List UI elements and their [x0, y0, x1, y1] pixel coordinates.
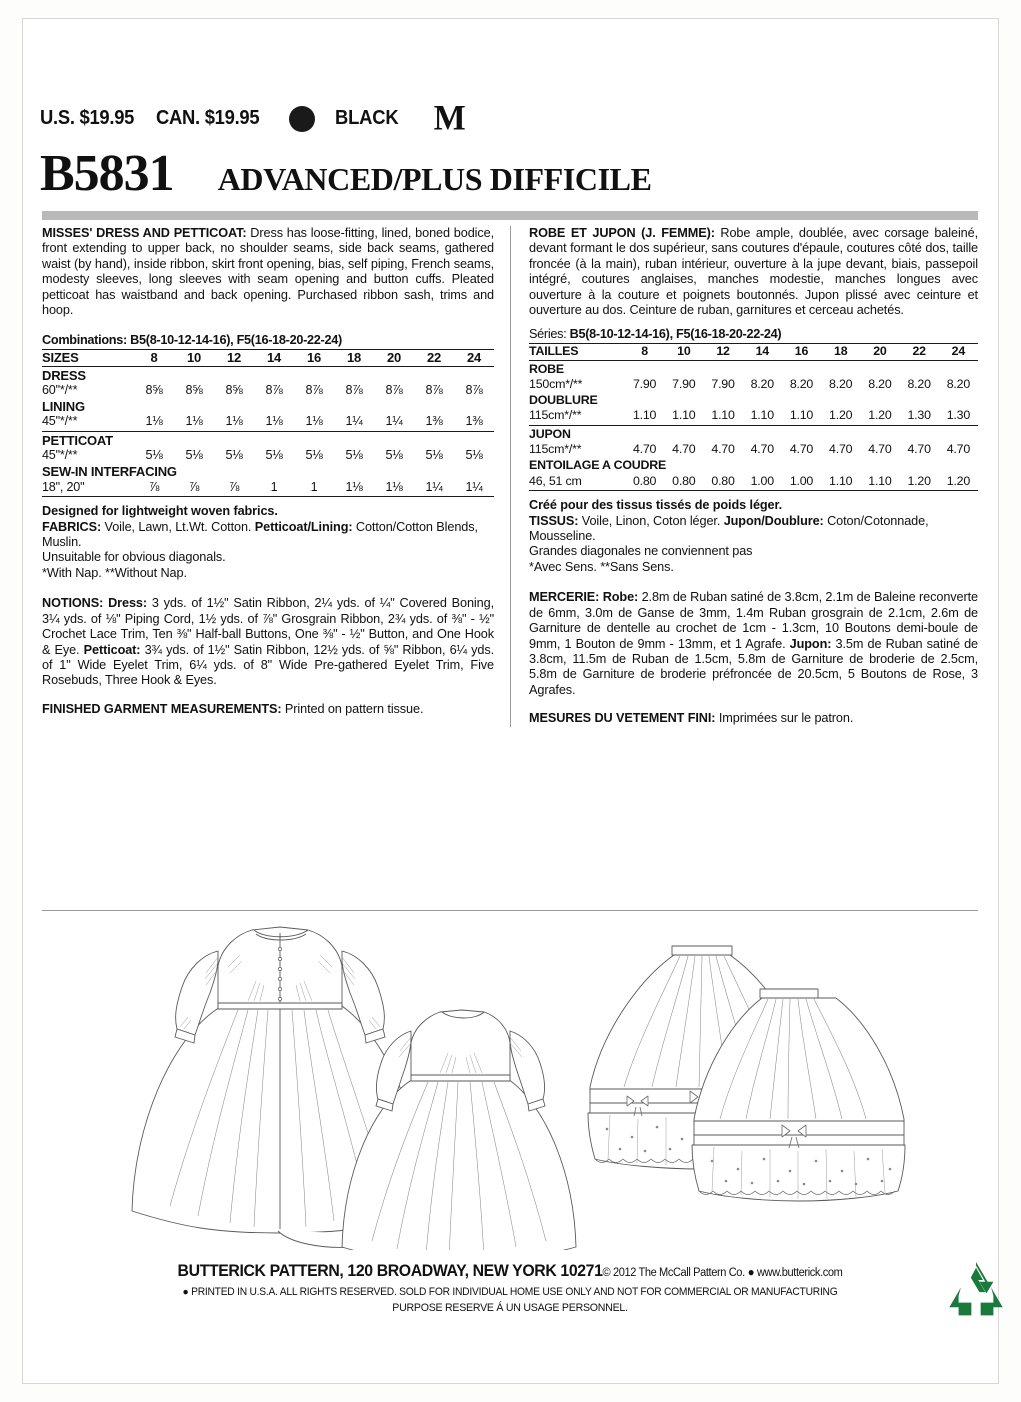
french-fabrics-line	[529, 514, 978, 545]
english-finished-measurements	[42, 702, 494, 717]
cell: 4.70	[829, 442, 853, 457]
cell: 5⅛	[465, 448, 483, 463]
cell: 8⅝	[145, 382, 163, 397]
english-fabrics-line	[42, 520, 494, 551]
cell: 8⅝	[225, 382, 243, 397]
cell: 1.20	[946, 473, 971, 488]
english-sizes-header	[42, 350, 494, 366]
size-col: 8	[641, 344, 648, 359]
table-row	[42, 414, 494, 429]
french-finished-value: Imprimées sur le patron.	[715, 711, 854, 726]
illustration-svg	[42, 911, 978, 1250]
cell: 1.10	[829, 473, 853, 488]
cell: 8⅞	[465, 382, 483, 397]
cell: 1.30	[946, 408, 971, 423]
english-notions-dress-value: 3 yds. of 1½" Satin Ribbon, 2¼ yds. of ¼" Covered Boning, 3¼ yds. of ⅛" Piping Cord, 1½ yds. of ⅞" Grosgrain Ribbon, 2¾ yds. of ⅜" - ½" Crochet Lace Trim, Ten ⅜" Half-ball Buttons, One ⅜" - ½" Button, and One Hook & Eye.	[42, 596, 494, 657]
french-yardage-table	[529, 343, 978, 491]
header-divider-bar	[42, 211, 978, 220]
cell: 1.10	[868, 473, 892, 488]
table-rule	[42, 495, 494, 497]
cell: 5⅛	[145, 448, 163, 463]
english-sizes-label: SIZES	[42, 350, 79, 366]
content-columns	[42, 226, 978, 727]
cell: 7.90	[632, 376, 657, 391]
english-notions-petticoat-label: Petticoat:	[83, 642, 141, 657]
difficulty-label: ADVANCED/PLUS DIFFICILE	[217, 161, 652, 197]
french-fabrics-block	[529, 498, 978, 575]
french-notions	[529, 590, 978, 698]
cell: 1.10	[789, 408, 814, 423]
french-notions-petticoat-value: 3.5m de Ruban satiné de 3.8cm, 11.5m de Ruban de 1.5cm, 5.8m de Garniture de broderie de 2.5cm, 5.8m de Garniture de broderie préfroncée de 20.5cm, 5 Boutons de Rose, 3 Agrafes.	[529, 636, 978, 697]
french-combinations-label: Séries:	[529, 327, 567, 342]
cell: 1	[310, 479, 318, 494]
cell: 1.00	[750, 473, 774, 488]
french-fabrics-value2: Coton/Cotonnade, Mousseline.	[529, 513, 929, 544]
cell: 1.10	[632, 408, 657, 423]
size-col: 20	[386, 350, 402, 366]
table-group-row	[42, 463, 494, 479]
pattern-number: B5831	[40, 145, 174, 202]
french-finished-measurements	[529, 711, 978, 726]
bullet-icon: ●	[744, 1265, 757, 1279]
cell: 8⅞	[265, 382, 283, 397]
row-label: 18", 20"	[42, 479, 85, 494]
table-row	[529, 442, 978, 457]
english-finished-label: FINISHED GARMENT MEASUREMENTS:	[42, 701, 282, 716]
french-finished-label: MESURES DU VETEMENT FINI:	[529, 711, 716, 726]
english-designed-for: Designed for lightweight woven fabrics.	[42, 504, 278, 519]
cell: 5⅛	[185, 448, 203, 463]
table-group-row	[529, 457, 978, 473]
group-label: PETTICOAT	[42, 432, 113, 448]
english-fabrics-value: Voile, Lawn, Lt.Wt. Cotton.	[101, 519, 255, 534]
black-dot-icon	[289, 106, 315, 132]
cell: 1⅛	[225, 414, 243, 429]
cell: 4.70	[711, 442, 735, 457]
english-nap: *With Nap. **Without Nap.	[42, 565, 187, 580]
size-col: 14	[755, 344, 769, 359]
size-col: 14	[266, 350, 282, 366]
size-col: 16	[306, 350, 322, 366]
group-label: ENTOILAGE A COUDRE	[529, 458, 667, 473]
cell: 7.90	[711, 376, 735, 391]
table-row	[529, 474, 978, 489]
row-label: 46, 51 cm	[529, 473, 582, 488]
french-fabrics-value: Voile, Linon, Coton léger.	[578, 513, 724, 528]
cell: 1⅛	[305, 414, 323, 429]
row-label: 150cm*/**	[529, 376, 583, 391]
bullet-icon: ●	[182, 1286, 192, 1298]
cell: 8.20	[868, 376, 892, 391]
footer	[42, 1262, 978, 1314]
cell: 5⅛	[265, 448, 283, 463]
cell: 1.20	[868, 408, 892, 423]
table-row	[529, 377, 978, 392]
row-label: 45"*/**	[42, 414, 78, 429]
row-label: 45"*/**	[42, 448, 78, 463]
french-fabrics-label: TISSUS:	[529, 513, 579, 528]
cell: 4.70	[672, 442, 696, 457]
table-group-row	[529, 360, 978, 377]
english-fabrics-label2: Petticoat/Lining:	[254, 519, 353, 534]
group-label: SEW-IN INTERFACING	[42, 464, 177, 480]
french-column	[510, 226, 978, 727]
cell: 1.30	[907, 408, 931, 423]
english-combinations	[42, 333, 494, 348]
color-label: BLACK	[334, 107, 399, 130]
english-description-body: Dress has loose-fitting, lined, boned bodice, front extending to upper back, no shoulder seams, side back seams, gathered waist (by hand), inside ribbon, skirt front opening, bias, self piping, French seams, modesty sleeves, long sleeves with seam opening and button cuffs. Pleated petticoat has waistband and back opening. Purchased ribbon sash, trims and hoop.	[42, 226, 494, 318]
cell: 8⅝	[185, 382, 203, 397]
french-notions-dress-label: Robe:	[599, 590, 639, 605]
english-notions-label: NOTIONS:	[42, 596, 104, 611]
cell: 8.20	[750, 376, 774, 391]
english-fabrics-block	[42, 504, 494, 581]
cell: 1¼	[385, 414, 403, 429]
footer-purpose-line: PURPOSE RESERVE Á UN USAGE PERSONNEL.	[392, 1302, 628, 1314]
table-group-row	[42, 398, 494, 414]
cell: 4.70	[750, 442, 774, 457]
table-row	[42, 448, 494, 463]
cell: 0.80	[672, 473, 696, 488]
cell: 5⅛	[425, 448, 443, 463]
cell: 1.10	[750, 408, 774, 423]
cell: 1.10	[672, 408, 696, 423]
english-column	[42, 226, 510, 727]
size-col: 8	[150, 350, 158, 366]
company-address: BUTTERICK PATTERN, 120 BROADWAY, NEW YORK 10271	[177, 1262, 603, 1280]
french-designed-for: Créé pour des tissus tissés de poids léger.	[529, 498, 783, 513]
group-label: LINING	[42, 399, 85, 415]
english-description-label: MISSES' DRESS AND PETTICOAT:	[42, 226, 247, 240]
cell: 5⅛	[385, 448, 403, 463]
french-description-label: ROBE ET JUPON (J. FEMME):	[529, 226, 715, 240]
cell: 0.80	[632, 473, 657, 488]
cell: 4.70	[632, 442, 657, 457]
cell: 1.20	[907, 473, 931, 488]
title-row	[40, 145, 970, 202]
french-sizes-label: TAILLES	[529, 344, 579, 359]
table-row	[42, 480, 494, 495]
english-combinations-value: B5(8-10-12-14-16), F5(16-18-20-22-24)	[126, 333, 342, 348]
french-description-body: Robe ample, doublée, avec corsage baleiné, devant formant le dos supérieur, sans coutures d'épaule, coutures côté dos, taille froncée (à la main), ruban intérieur, ouverture à la jupe devant, biais, passepoil intégré, coutures anglaises, manches modestie, manches longues avec ouverture à la couture et poignets boutonnés. Jupon plissé avec ceinture et ouverture au dos. Ceinture de ruban, garnitures et cerceau achetés.	[529, 226, 978, 318]
cell: 1⅜	[425, 414, 443, 429]
cell: 1⅛	[345, 479, 363, 494]
english-finished-value: Printed on pattern tissue.	[281, 701, 424, 716]
size-col: 22	[912, 344, 926, 359]
cell: 1¼	[465, 479, 483, 494]
cell: 4.70	[789, 442, 814, 457]
recycle-icon	[947, 1262, 1005, 1320]
footer-rights-line	[56, 1286, 964, 1298]
cell: 8.20	[946, 376, 971, 391]
size-col: 12	[226, 350, 242, 366]
row-label: 115cm*/**	[529, 442, 582, 457]
cell: ⅞	[228, 479, 240, 494]
size-col: 12	[716, 344, 730, 359]
table-row	[529, 408, 978, 423]
english-fabrics-value2: Cotton/Cotton Blends, Muslin.	[42, 519, 478, 550]
cell: 8.20	[789, 376, 814, 391]
website-url[interactable]: www.butterick.com	[756, 1267, 843, 1279]
table-group-row	[42, 366, 494, 383]
cell: 8⅞	[385, 382, 403, 397]
cell: 8⅞	[305, 382, 323, 397]
cell: 0.80	[711, 473, 735, 488]
size-col: 10	[677, 344, 691, 359]
cell: 4.70	[868, 442, 892, 457]
size-col: 24	[951, 344, 966, 359]
french-sizes-header	[529, 344, 978, 360]
english-notions	[42, 596, 494, 688]
cell: ⅞	[148, 479, 160, 494]
row-label: 60"*/**	[42, 382, 78, 397]
cell: 1⅛	[145, 414, 163, 429]
cell: 8.20	[829, 376, 853, 391]
table-group-row	[42, 431, 494, 448]
french-combinations	[529, 327, 978, 342]
mccall-m-logo: M	[433, 99, 465, 138]
cell: 4.70	[907, 442, 931, 457]
english-fabrics-label: FABRICS:	[42, 519, 102, 534]
english-notions-petticoat-value: 3¾ yds. of 1½" Satin Ribbon, 12½ yds. of ⅝" Ribbon, 6¼ yds. of 1" Wide Eyelet Trim, 6¼ yds. of 8" Wide Pre-gathered Eyelet Trim, Five Rosebuds, Three Hook & Eyes.	[42, 642, 495, 688]
french-notions-dress-value: 2.8m de Ruban satiné de 3.8cm, 2.1m de Baleine reconverte de 6mm, 3.0m de Ganse de 3mm, 1.4m Ruban grosgrain de 2.1cm, 2.6m de Garniture de dentelle au crochet de 1cm - 1.3cm, 10 Boutons demi-boule de 9mm, 1 Bouton de 9mm - 13mm, et 1 Agrafe.	[529, 590, 978, 651]
group-label: ROBE	[529, 361, 564, 376]
cell: 1	[270, 479, 278, 494]
french-unsuitable: Grandes diagonales ne conviennent pas	[529, 544, 753, 559]
french-fabrics-label2: Jupon/Doublure:	[723, 513, 824, 528]
english-description	[42, 226, 494, 318]
size-col: 20	[873, 344, 887, 359]
row-label: 115cm*/**	[529, 408, 582, 423]
footer-company-line	[61, 1262, 960, 1281]
can-price: CAN. $19.95	[156, 107, 260, 130]
cell: 1¼	[345, 414, 363, 429]
french-notions-petticoat-label: Jupon:	[789, 636, 832, 651]
size-col: 18	[834, 344, 848, 359]
cell: 5⅛	[345, 448, 363, 463]
size-col: 18	[346, 350, 362, 366]
cell: 8.20	[907, 376, 931, 391]
table-group-row	[529, 392, 978, 408]
us-price: U.S. $19.95	[40, 107, 135, 130]
cell: 5⅛	[305, 448, 323, 463]
table-group-row	[529, 425, 978, 442]
cell: 8⅞	[425, 382, 443, 397]
size-col: 22	[426, 350, 442, 366]
cell: 1⅛	[385, 479, 403, 494]
english-notions-dress-label: Dress:	[103, 596, 147, 611]
english-combinations-label: Combinations:	[42, 333, 127, 348]
size-col: 10	[186, 350, 202, 366]
cell: ⅞	[188, 479, 200, 494]
cell: 8⅞	[345, 382, 363, 397]
cell: 1.20	[829, 408, 853, 423]
copyright: © 2012 The McCall Pattern Co.	[602, 1267, 745, 1279]
size-col: 16	[794, 344, 809, 359]
french-description	[529, 226, 978, 318]
garment-illustrations	[42, 910, 978, 1250]
table-row	[42, 383, 494, 398]
cell: 1.10	[711, 408, 735, 423]
cell: 1⅛	[265, 414, 283, 429]
size-col: 24	[466, 350, 482, 366]
french-combinations-value: B5(8-10-12-14-16), F5(16-18-20-22-24)	[566, 327, 782, 342]
cell: 7.90	[672, 376, 696, 391]
cell: 1¼	[425, 479, 443, 494]
rights-text: PRINTED IN U.S.A. ALL RIGHTS RESERVED. SOLD FOR INDIVIDUAL HOME USE ONLY AND NOT FOR COMMERCIAL OR MANUFACTURING	[191, 1286, 838, 1298]
price-row	[40, 99, 465, 138]
cell: 1⅛	[185, 414, 203, 429]
group-label: DRESS	[42, 367, 86, 383]
cell: 1⅜	[465, 414, 483, 429]
english-unsuitable: Unsuitable for obvious diagonals.	[42, 550, 226, 565]
table-rule	[529, 489, 978, 491]
cell: 5⅛	[225, 448, 243, 463]
french-nap: *Avec Sens. **Sans Sens.	[529, 559, 674, 574]
french-notions-label: MERCERIE:	[529, 590, 600, 605]
cell: 4.70	[946, 442, 971, 457]
english-yardage-table	[42, 349, 494, 497]
cell: 1.00	[789, 473, 814, 488]
group-label: JUPON	[529, 426, 571, 441]
group-label: DOUBLURE	[529, 393, 598, 408]
